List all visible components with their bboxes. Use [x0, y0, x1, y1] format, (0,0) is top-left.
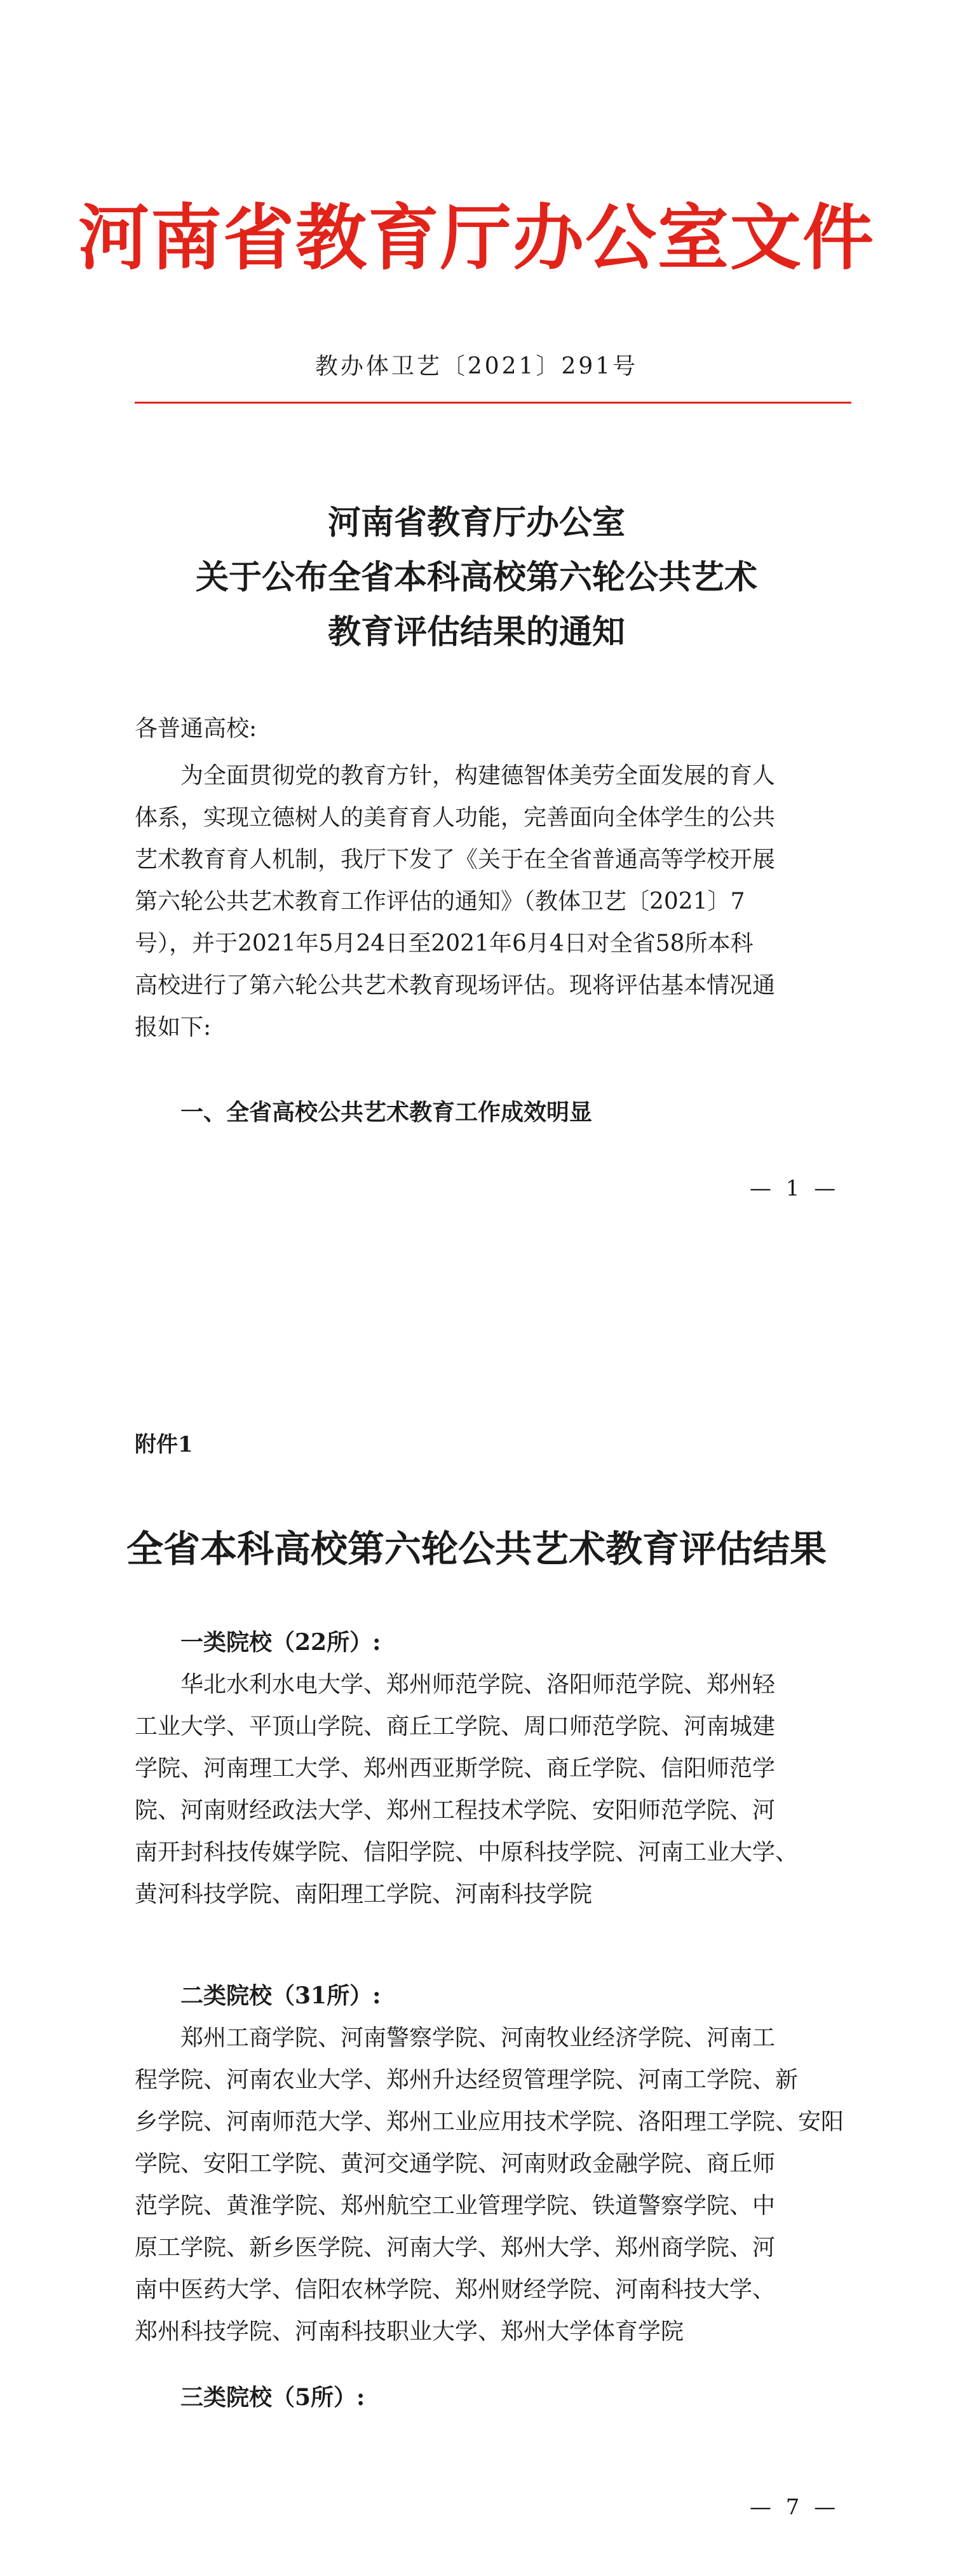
results-title: 全省本科高校第六轮公共艺术教育评估结果: [126, 1527, 827, 1571]
category-line: 华北水利水电大学、郑州师范学院、洛阳师范学院、郑州轻: [180, 1672, 776, 1698]
paragraph-line: 艺术教育育人机制，我厅下发了《关于在全省普通高等学校开展: [135, 847, 776, 873]
page-number: — 7 —: [750, 2495, 840, 2520]
paragraph-line: 体系，实现立德树人的美育育人功能，完善面向全体学生的公共: [135, 805, 776, 831]
paragraph-line: 高校进行了第六轮公共艺术教育现场评估。现将评估基本情况通: [135, 972, 776, 998]
document-header-title: 河南省教育厅办公室文件: [78, 196, 875, 280]
body-paragraph: [135, 755, 851, 1049]
paragraph-line: 第六轮公共艺术教育工作评估的通知》（教体卫艺〔2021〕7: [135, 889, 745, 915]
category-line: 南中医药大学、信阳农林学院、郑州财经学院、河南科技大学、: [135, 2277, 776, 2303]
document-number: 教办体卫艺〔2021〕291号: [314, 353, 639, 379]
category-line: 南开封科技传媒学院、信阳学院、中原科技学院、河南工业大学、: [135, 1839, 799, 1865]
page-number: — 1 —: [750, 1176, 840, 1201]
category-2-block: [135, 1974, 851, 2353]
document-page-2: [0, 1290, 953, 2576]
category-line: 程学院、河南农业大学、郑州升达经贸管理学院、河南工学院、新: [135, 2067, 799, 2093]
document-page-1: [0, 0, 953, 1278]
notice-title-line-2: 关于公布全省本科高校第六轮公共艺术: [195, 558, 757, 597]
category-line: 郑州科技学院、河南科技职业大学、郑州大学体育学院: [135, 2319, 684, 2345]
notice-title: [0, 496, 953, 660]
paragraph-line: 号），并于2021年5月24日至2021年6月4日对全省58所本科: [135, 930, 754, 957]
category-line: 郑州工商学院、河南警察学院、河南牧业经济学院、河南工: [180, 2025, 776, 2051]
category-line: 原工学院、新乡医学院、河南大学、郑州大学、郑州商学院、河: [135, 2235, 776, 2261]
category-line: 学院、安阳工学院、黄河交通学院、河南财政金融学院、商丘师: [135, 2151, 776, 2177]
category-line: 黄河科技学院、南阳理工学院、河南科技学院: [135, 1881, 593, 1907]
paragraph-line: 报如下:: [135, 1014, 212, 1040]
category-line: 工业大学、平顶山学院、商丘工学院、周口师范学院、河南城建: [135, 1714, 776, 1740]
red-divider-line: [135, 402, 851, 404]
section-heading: 一、全省高校公共艺术教育工作成效明显: [180, 1099, 593, 1126]
category-heading: 二类院校（31所）:: [180, 1982, 381, 2009]
category-line: 院、河南财经政法大学、郑州工程技术学院、安阳师范学院、河: [135, 1797, 776, 1823]
category-line: 学院、河南理工大学、郑州西亚斯学院、商丘学院、信阳师范学: [135, 1755, 776, 1782]
category-line: 乡学院、河南师范大学、郑州工业应用技术学院、洛阳理工学院、安阳: [135, 2109, 844, 2135]
category-line: 范学院、黄淮学院、郑州航空工业管理学院、铁道警察学院、中: [135, 2193, 776, 2219]
notice-title-line-1: 河南省教育厅办公室: [327, 503, 625, 542]
category-heading: 三类院校（5所）:: [180, 2384, 365, 2411]
category-1-block: [135, 1621, 851, 1916]
attachment-label: 附件1: [135, 1432, 193, 1457]
category-heading: 一类院校（22所）:: [180, 1629, 381, 1656]
addressee: 各普通高校:: [135, 716, 257, 742]
notice-title-line-3: 教育评估结果的通知: [327, 613, 625, 651]
paragraph-line: 为全面贯彻党的教育方针，构建德智体美劳全面发展的育人: [180, 763, 776, 789]
category-3-block: [135, 2376, 851, 2419]
